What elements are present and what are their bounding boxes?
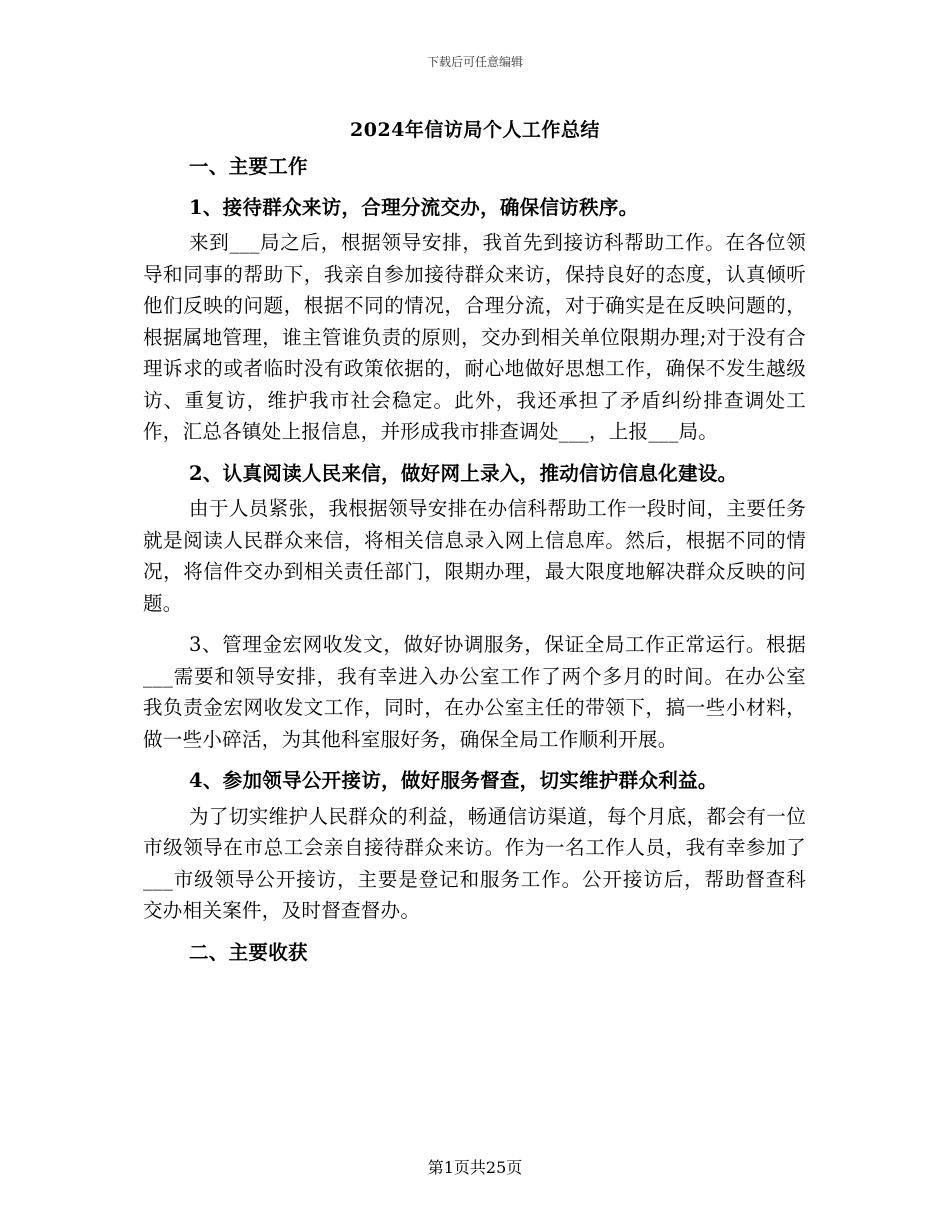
header-note: 下载后可任意编辑 xyxy=(426,55,523,69)
paragraph-office: 3、管理金宏网收发文，做好协调服务，保证全局工作正常运行。根据___需要和领导安排，我有幸进入办公室工作了两个多月的时间。在办公室我负责金宏网收发文工作，同时，在办公室主任的带领下，搞一些小材料，做一些小碎活，为其他科室服好务，确保全局工作顺利开展。 xyxy=(143,633,806,751)
subheading-reception: 1、接待群众来访，合理分流交办，确保信访秩序。 xyxy=(189,195,639,219)
subheading-letters: 2、认真阅读人民来信，做好网上录入，推动信访信息化建设。 xyxy=(189,461,738,485)
section-heading-main-work: 一、主要工作 xyxy=(189,155,308,178)
section-heading-main-gains: 二、主要收获 xyxy=(189,940,308,964)
page-footer: 第1页共25页 xyxy=(427,1158,523,1177)
paragraph-letters: 由于人员紧张，我根据领导安排在办信科帮助工作一段时间，主要任务就是阅读人民群众来信，将相关信息录入网上信息库。然后，根据不同的情况，将信件交办到相关责任部门，限期办理，最大限度地解决群众反映的问题。 xyxy=(143,497,806,615)
subheading-public-visits: 4、参加领导公开接访，做好服务督查，切实维护群众利益。 xyxy=(189,769,718,792)
document-body xyxy=(143,151,806,977)
paragraph-public-visits: 为了切实维护人民群众的利益，畅通信访渠道，每个月底，都会有一位市级领导在市总工会亲自接待群众来访。作为一名工作人员，我有幸参加了___市级领导公开接访，主要是登记和服务工作。公开接访后，帮助督查科交办相关案件，及时督查督办。 xyxy=(143,804,806,922)
paragraph-reception: 来到___局之后，根据领导安排，我首先到接访科帮助工作。在各位领导和同事的帮助下，我亲自参加接待群众来访，保持良好的态度，认真倾听他们反映的问题，根据不同的情况，合理分流，对于确实是在反映问题的，根据属地管理，谁主管谁负责的原则，交办到相关单位限期办理;对于没有合理诉求的或者临时没有政策依据的，耐心地做好思想工作，确保不发生越级访、重复访，维护我市社会稳定。此外，我还承担了矛盾纠纷排查调处工作，汇总各镇处上报信息，并形成我市排查调处___，上报___局。 xyxy=(143,231,806,443)
document-title: 2024年信访局个人工作总结 xyxy=(350,119,600,141)
